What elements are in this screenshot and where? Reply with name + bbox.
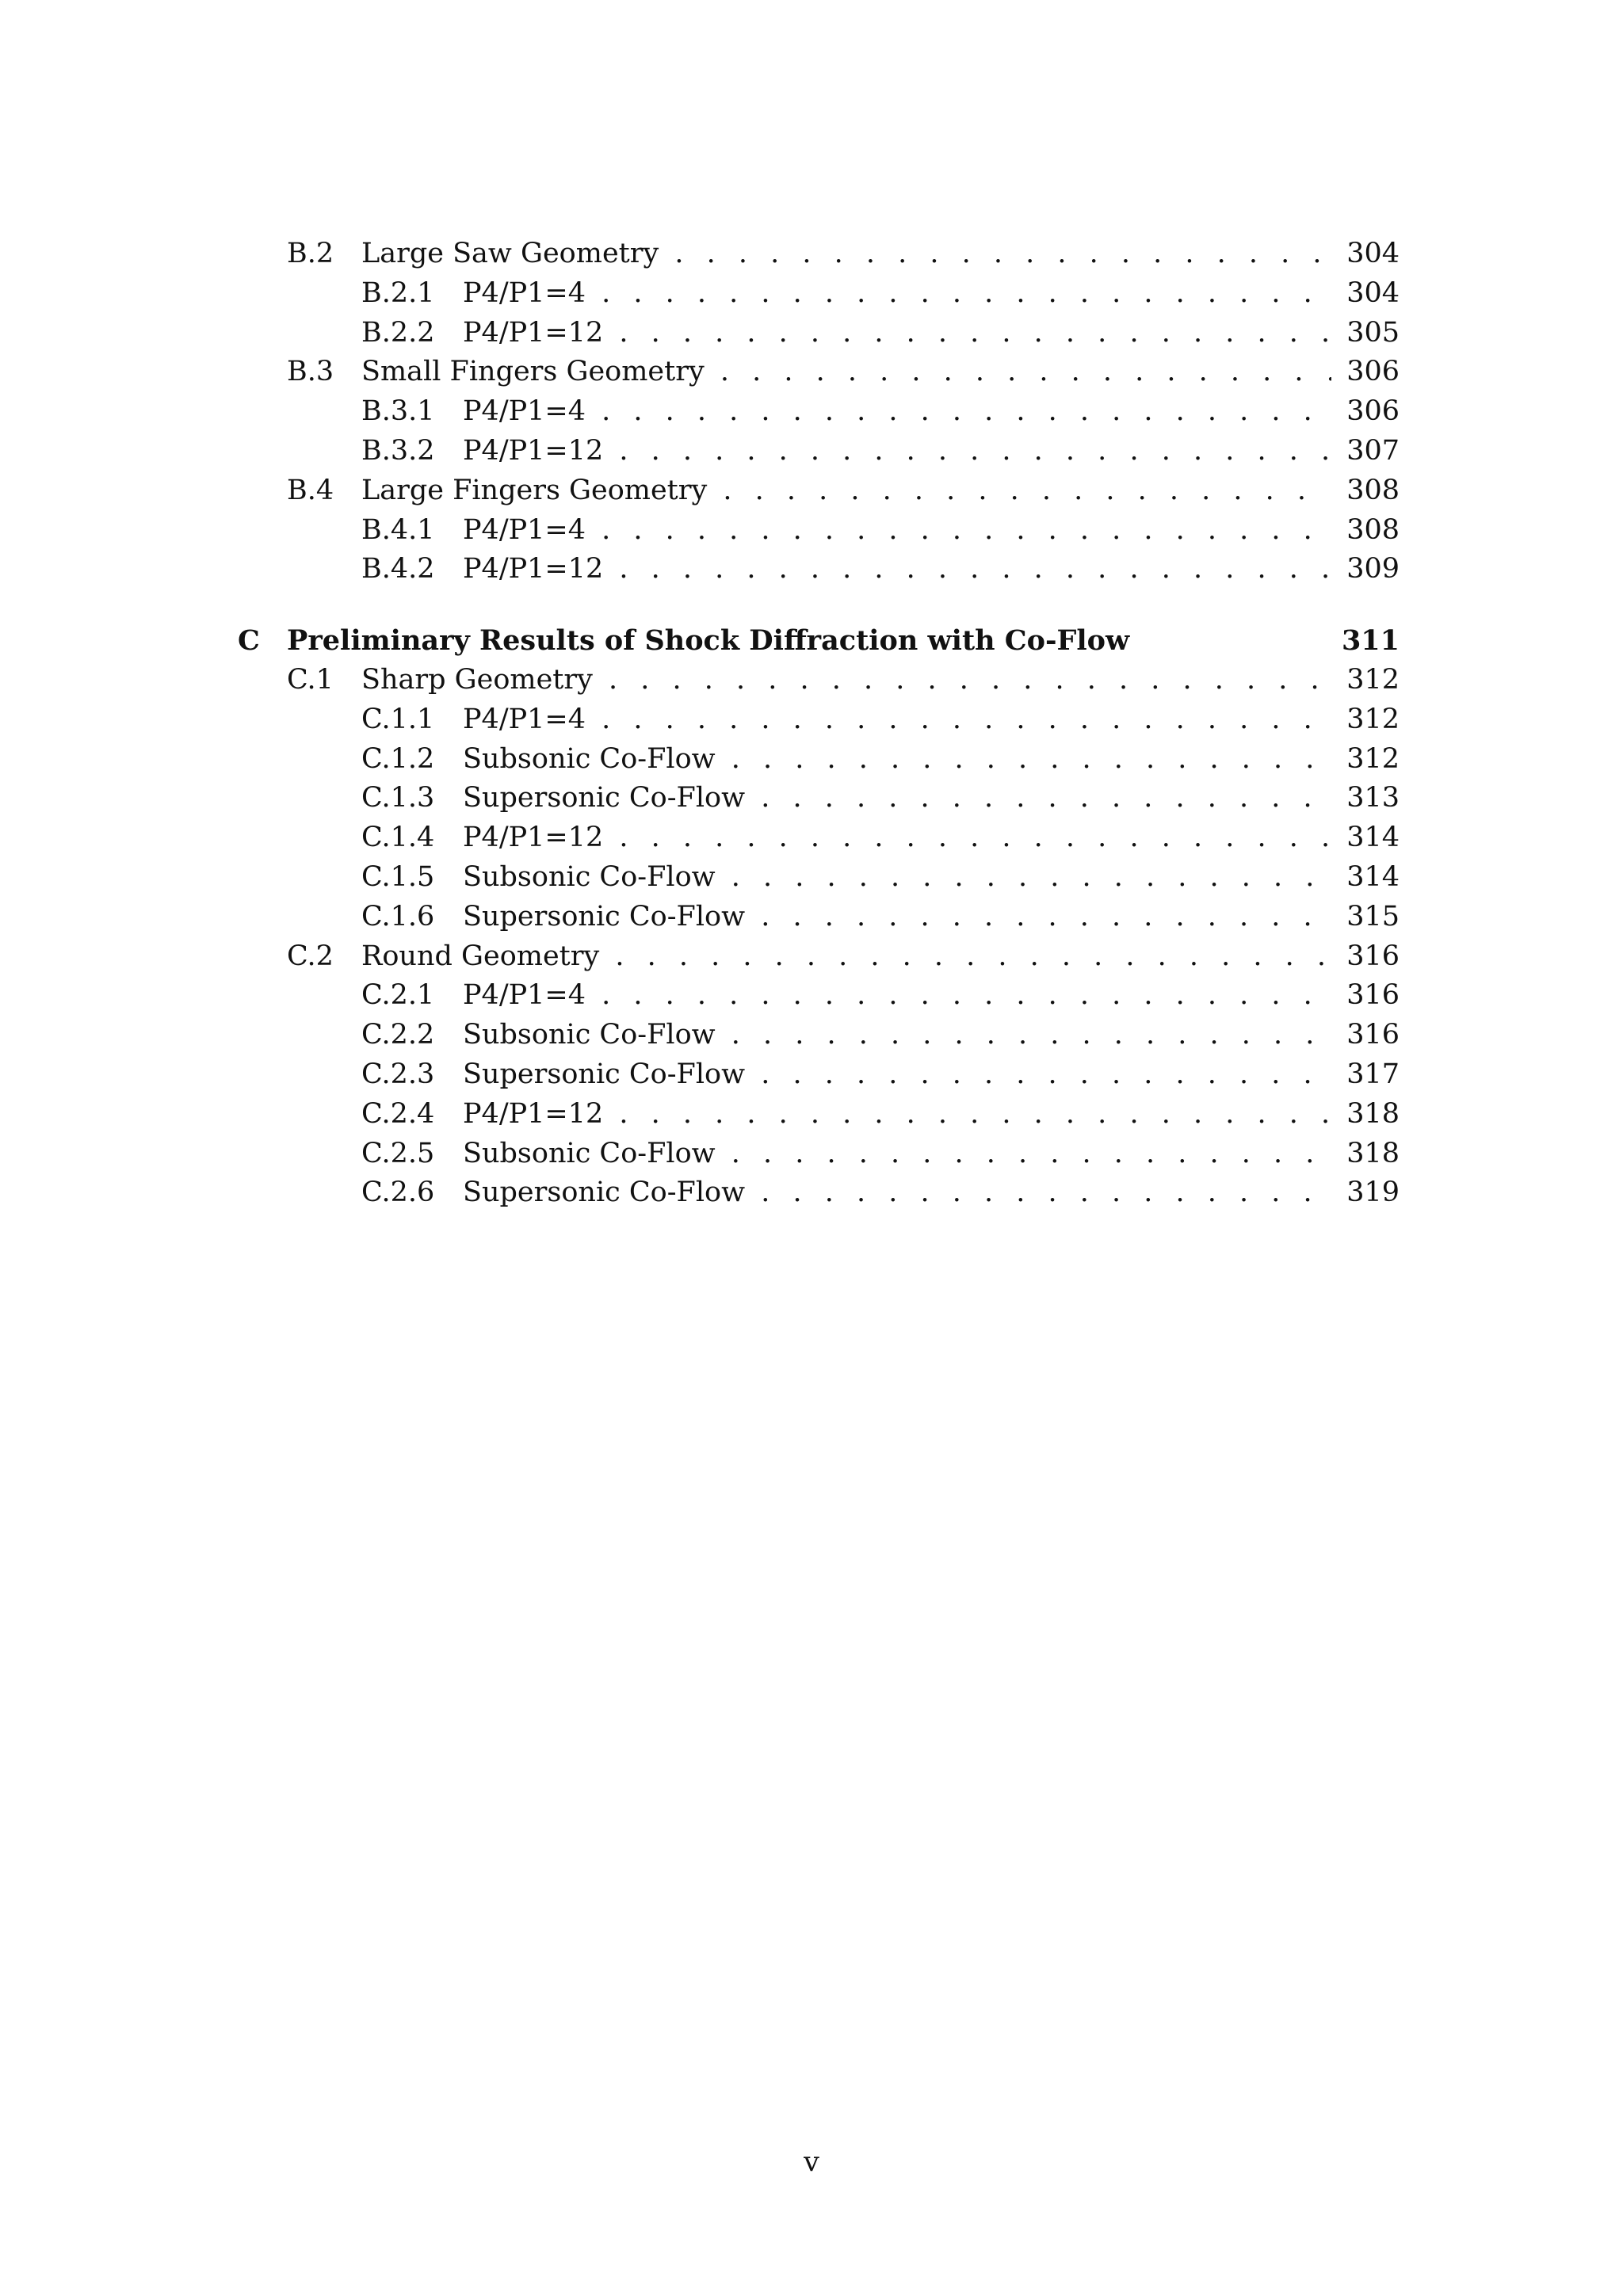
toc-subsection-entry[interactable]	[238, 392, 1400, 432]
toc-entry-page: 312	[1346, 663, 1400, 696]
toc-entry-title: Supersonic Co-Flow . . .	[463, 1173, 1331, 1213]
toc-entry-title: P4/P1=4 . . .	[463, 274, 1331, 314]
toc-entry-page: 312	[1346, 703, 1400, 735]
toc-entry-number: C.2.5	[361, 1137, 435, 1169]
toc-entry-number: C.2.2	[361, 1019, 435, 1051]
toc-section-entry[interactable]	[238, 661, 1400, 700]
toc-entry-title: Large Saw Geometry . . .	[361, 235, 1331, 274]
toc-entry-title: P4/P1=12 . . .	[463, 432, 1331, 471]
toc-entry-number: B.3	[287, 356, 334, 388]
toc-entry-number: B.2.1	[361, 277, 435, 309]
table-of-contents	[238, 235, 1400, 1213]
toc-section-entry[interactable]	[238, 937, 1400, 977]
toc-entry-page: 318	[1346, 1137, 1400, 1169]
toc-subsection-entry[interactable]	[238, 1135, 1400, 1174]
toc-entry-page: 316	[1346, 940, 1400, 972]
toc-subsection-entry[interactable]	[238, 432, 1400, 471]
toc-entry-page: 309	[1346, 553, 1400, 585]
toc-entry-number: C.1	[287, 663, 334, 696]
toc-entry-page: 319	[1346, 1177, 1400, 1209]
toc-entry-number: B.3.2	[361, 434, 435, 467]
toc-subsection-entry[interactable]	[238, 818, 1400, 858]
toc-subsection-entry[interactable]	[238, 274, 1400, 314]
toc-entry-page: 316	[1346, 1019, 1400, 1051]
toc-entry-page: 318	[1346, 1097, 1400, 1130]
toc-subsection-entry[interactable]	[238, 314, 1400, 353]
toc-entry-title: P4/P1=12 . . .	[463, 314, 1331, 353]
toc-section-entry[interactable]	[238, 235, 1400, 274]
toc-entry-title: P4/P1=4 . . .	[463, 976, 1331, 1016]
toc-entry-number: B.3.1	[361, 395, 435, 428]
toc-entry-title: Small Fingers Geometry . . .	[361, 353, 1331, 392]
toc-entry-page: 305	[1346, 316, 1400, 349]
toc-subsection-entry[interactable]	[238, 1055, 1400, 1095]
toc-entry-number: C.1.6	[361, 900, 435, 933]
toc-entry-number: B.4.2	[361, 553, 435, 585]
toc-subsection-entry[interactable]	[238, 976, 1400, 1016]
toc-entry-title: P4/P1=12 . . .	[463, 550, 1331, 589]
toc-entry-title: Large Fingers Geometry . . .	[361, 471, 1331, 511]
toc-subsection-entry[interactable]	[238, 1016, 1400, 1055]
toc-entry-page: 312	[1346, 742, 1400, 775]
toc-section-entry[interactable]	[238, 353, 1400, 392]
toc-entry-number: C.2.4	[361, 1097, 435, 1130]
toc-entry-page: 306	[1346, 395, 1400, 428]
toc-entry-page: 316	[1346, 979, 1400, 1012]
toc-entry-page: 306	[1346, 356, 1400, 388]
toc-entry-title: Round Geometry . . .	[361, 937, 1331, 977]
toc-entry-page: 313	[1346, 782, 1400, 814]
toc-entry-number: B.4.1	[361, 513, 435, 546]
toc-subsection-entry[interactable]	[238, 700, 1400, 740]
toc-entry-number: C.2.6	[361, 1177, 435, 1209]
toc-entry-number: B.4	[287, 474, 334, 506]
toc-entry-title: Subsonic Co-Flow . . .	[463, 740, 1331, 780]
page-number: v	[804, 2146, 819, 2178]
toc-entry-page: 304	[1346, 238, 1400, 269]
toc-entry-page: 315	[1346, 900, 1400, 933]
toc-subsection-entry[interactable]	[238, 858, 1400, 898]
toc-entry-title: Supersonic Co-Flow . . .	[463, 898, 1331, 937]
toc-section-entry[interactable]	[238, 471, 1400, 511]
toc-entry-page: 308	[1346, 513, 1400, 546]
toc-entry-title: P4/P1=12 . . .	[463, 1095, 1331, 1135]
toc-entry-number: C.1.2	[361, 742, 435, 775]
toc-entry-title: P4/P1=4 . . .	[463, 511, 1331, 551]
toc-entry-page: 308	[1346, 474, 1400, 506]
toc-subsection-entry[interactable]	[238, 1173, 1400, 1213]
toc-entry-title: Supersonic Co-Flow . . .	[463, 779, 1331, 818]
toc-subsection-entry[interactable]	[238, 511, 1400, 551]
toc-entry-title: Preliminary Results of Shock Diffraction with Co-Flow	[287, 624, 1130, 658]
toc-entry-title: P4/P1=4 . . .	[463, 392, 1331, 432]
toc-entry-page: 317	[1346, 1058, 1400, 1090]
toc-entry-page: 311	[1341, 624, 1400, 658]
toc-entry-title: P4/P1=4 . . .	[463, 700, 1331, 740]
toc-subsection-entry[interactable]	[238, 1095, 1400, 1135]
toc-entry-number: C.2.1	[361, 979, 435, 1012]
toc-entry-title: Supersonic Co-Flow . . .	[463, 1055, 1331, 1095]
toc-entry-title: Subsonic Co-Flow . . .	[463, 1135, 1331, 1174]
toc-entry-number: C.2.3	[361, 1058, 435, 1090]
toc-entry-title: P4/P1=12 . . .	[463, 818, 1331, 858]
toc-entry-page: 314	[1346, 860, 1400, 893]
toc-chapter-entry[interactable]	[238, 621, 1400, 661]
toc-entry-number: C.1.1	[361, 703, 435, 735]
toc-subsection-entry[interactable]	[238, 740, 1400, 780]
toc-entry-page: 307	[1346, 434, 1400, 467]
toc-subsection-entry[interactable]	[238, 779, 1400, 818]
toc-entry-number: B.2	[287, 238, 334, 269]
toc-entry-number: C.1.5	[361, 860, 435, 893]
toc-entry-number: B.2.2	[361, 316, 435, 349]
toc-entry-number: C.1.4	[361, 822, 435, 854]
toc-entry-number: C	[238, 624, 260, 658]
toc-subsection-entry[interactable]	[238, 550, 1400, 589]
toc-subsection-entry[interactable]	[238, 898, 1400, 937]
toc-entry-title: Subsonic Co-Flow . . .	[463, 858, 1331, 898]
toc-entry-number: C.1.3	[361, 782, 435, 814]
toc-entry-page: 314	[1346, 822, 1400, 854]
toc-entry-page: 304	[1346, 277, 1400, 309]
toc-entry-number: C.2	[287, 940, 334, 972]
toc-entry-title: Sharp Geometry . . .	[361, 661, 1331, 700]
toc-entry-title: Subsonic Co-Flow . . .	[463, 1016, 1331, 1055]
